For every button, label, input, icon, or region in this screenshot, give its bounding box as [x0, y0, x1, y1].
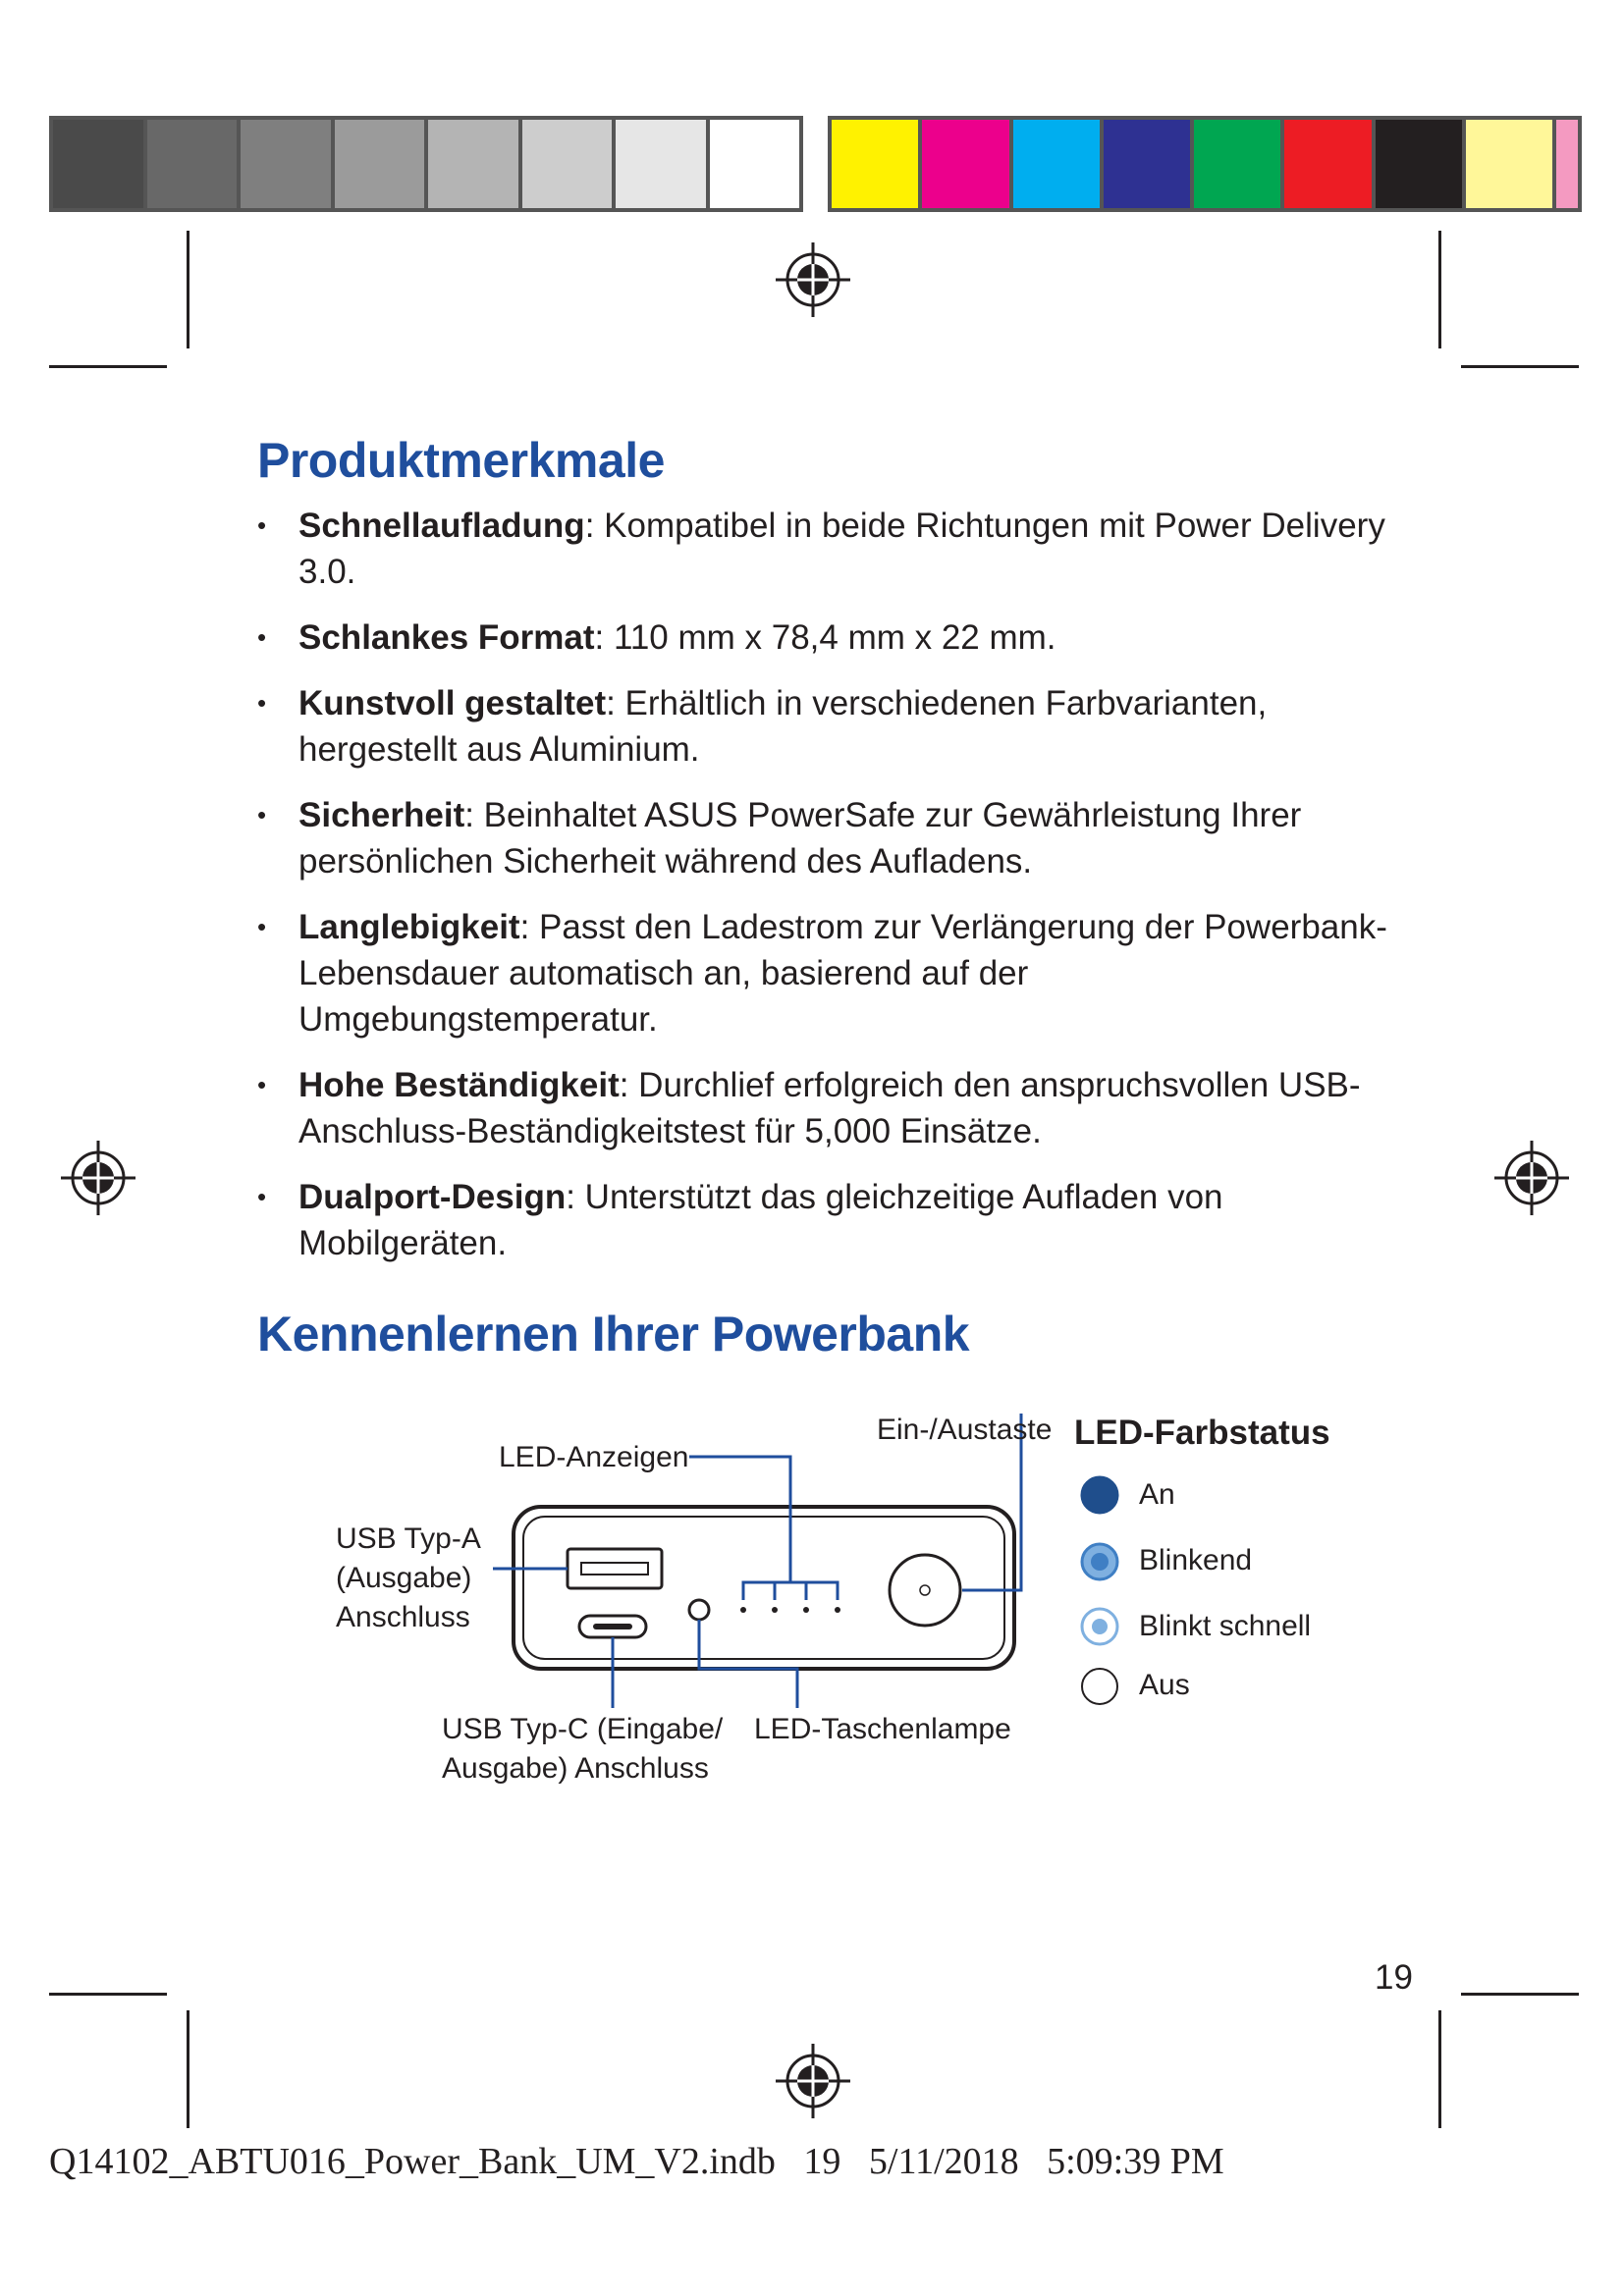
flashlight-icon — [689, 1600, 709, 1620]
led-status-label: Aus — [1139, 1669, 1190, 1701]
feature-text: : 110 mm x 78,4 mm x 22 mm. — [594, 618, 1056, 657]
file-slug: Q14102_ABTU016_Power_Bank_UM_V2.indb 19 5/11/2018 5:09:39 PM — [49, 2141, 1224, 2182]
led-dot — [740, 1607, 746, 1613]
list-item: • Schlankes Format: 110 mm x 78,4 mm x 22 mm. — [257, 618, 1056, 657]
list-item: • Langlebigkeit: Passt den Ladestrom zur Verlängerung der Powerbank-Lebensdauer automatisch an, basierend auf der Umgebungstemperatur. — [257, 908, 1387, 1039]
led-status-label: Blinkt schnell — [1139, 1610, 1312, 1642]
section-heading-overview: Kennenlernen Ihrer Powerbank — [257, 1307, 970, 1362]
feature-term: Schnellaufladung — [298, 507, 585, 545]
feature-term: Hohe Beständigkeit — [298, 1066, 620, 1104]
list-item: • Sicherheit: Beinhaltet ASUS PowerSafe zur Gewährleistung Ihrer persönlichen Sicherheit während des Aufladens. — [257, 796, 1302, 881]
list-item: • Hohe Beständigkeit: Durchlief erfolgreich den anspruchsvollen USB-Anschluss-Beständigkeitstest für 5,000 Einsätze. — [257, 1066, 1361, 1150]
section-heading-features: Produktmerkmale — [257, 433, 665, 488]
feature-term: Schlankes Format — [298, 618, 595, 657]
feature-text: : Durchlief erfolgreich den anspruchsvollen USB-Anschluss-Beständigkeitstest für 5,000 Einsätze. — [298, 1066, 1361, 1150]
led-dot — [835, 1607, 840, 1613]
feature-term: Dualport-Design — [298, 1178, 567, 1216]
label-usb-a: USB Typ-A (Ausgabe) Anschluss — [336, 1522, 481, 1633]
led-status-title: LED-Farbstatus — [1074, 1414, 1330, 1452]
feature-text: : Unterstützt das gleichzeitige Aufladen von Mobilgeräten. — [298, 1178, 1223, 1262]
led-status-on-icon — [1082, 1477, 1117, 1513]
led-dot — [803, 1607, 809, 1613]
led-dot — [772, 1607, 778, 1613]
label-usb-c: USB Typ-C (Eingabe/ Ausgabe) Anschluss — [442, 1713, 724, 1785]
label-led-indicators: LED-Anzeigen — [499, 1441, 689, 1473]
feature-text: : Passt den Ladestrom zur Verlängerung der Powerbank-Lebensdauer automatisch an, basierend auf der Umgebungstemperatur. — [298, 908, 1387, 1039]
led-status-label: An — [1139, 1478, 1175, 1511]
list-item: • Schnellaufladung: Kompatibel in beide Richtungen mit Power Delivery 3.0. — [257, 507, 1385, 591]
page-number: 19 — [1375, 1958, 1413, 1997]
feature-term: Kunstvoll gestaltet — [298, 684, 607, 722]
feature-term: Langlebigkeit — [298, 908, 520, 946]
feature-text: : Erhältlich in verschiedenen Farbvarianten, hergestellt aus Aluminium. — [298, 684, 1268, 769]
feature-text: : Beinhaltet ASUS PowerSafe zur Gewährleistung Ihrer persönlichen Sicherheit während des Aufladens. — [298, 796, 1302, 881]
list-item: • Dualport-Design: Unterstützt das gleichzeitige Aufladen von Mobilgeräten. — [257, 1178, 1223, 1262]
label-power-button: Ein-/Austaste — [877, 1414, 1053, 1446]
led-status-off-icon — [1082, 1669, 1117, 1704]
led-status-label: Blinkend — [1139, 1544, 1253, 1576]
power-button-icon — [890, 1555, 960, 1626]
list-item: • Kunstvoll gestaltet: Erhältlich in verschiedenen Farbvarianten, hergestellt aus Aluminium. — [257, 684, 1268, 769]
feature-term: Sicherheit — [298, 796, 465, 834]
label-flashlight: LED-Taschenlampe — [754, 1713, 1011, 1745]
feature-text: : Kompatibel in beide Richtungen mit Power Delivery 3.0. — [298, 507, 1385, 591]
